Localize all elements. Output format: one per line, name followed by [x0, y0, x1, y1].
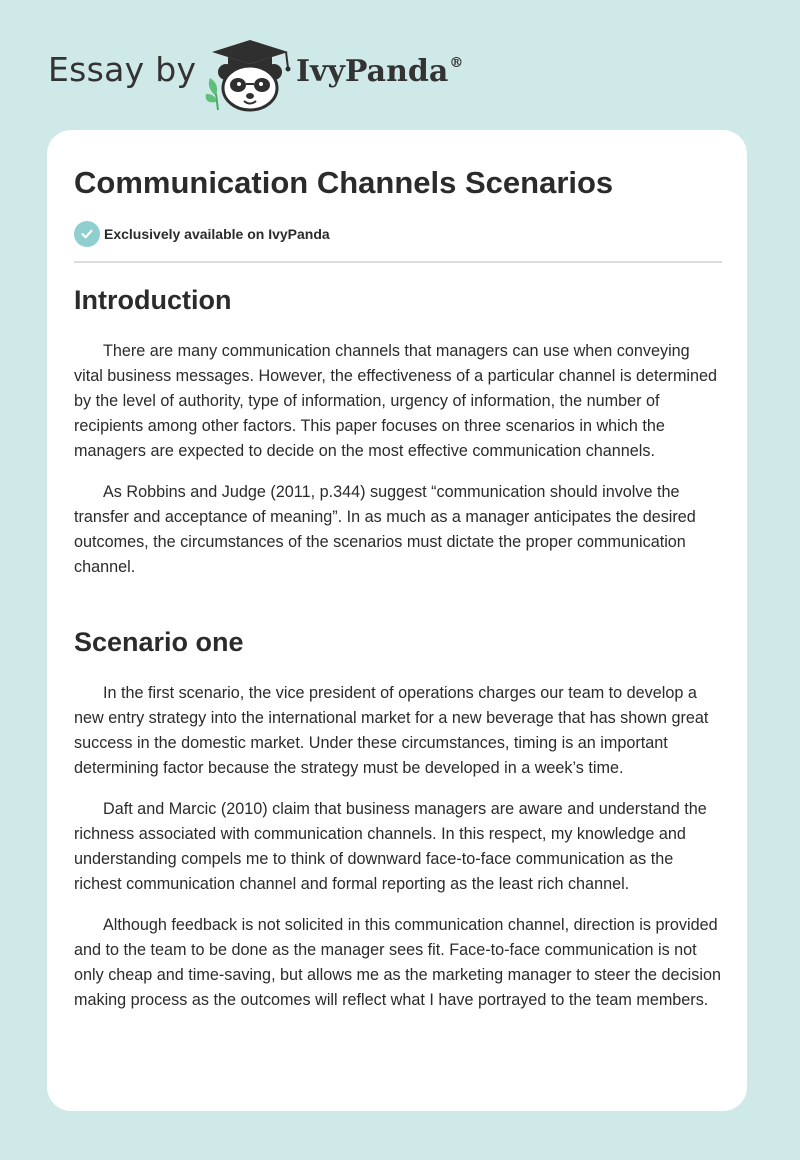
- divider: [74, 261, 722, 263]
- paragraph: There are many communication channels that managers can use when conveying vital business messages. However, the effectiveness of a particular channel is determined by the level of authority, type of information, urgency of information, the number of recipients among other factors. This paper focuses on three scenarios in which the managers are expected to decide on the most effective communication channels.: [74, 342, 718, 460]
- brand-name: IvyPanda®: [296, 54, 464, 89]
- exclusive-badge: [74, 221, 330, 247]
- panda-logo-icon: [202, 36, 298, 112]
- paragraph: As Robbins and Judge (2011, p.344) suggest “communication should involve the transfer and acceptance of meaning”. In as much as a manager anticipates the desired outcomes, the circumstances of the scenarios must dictate the proper communication channel.: [74, 483, 696, 576]
- section-scenario-one: [74, 627, 722, 1013]
- essay-card: [47, 130, 747, 1111]
- checkmark-icon: [74, 221, 100, 247]
- section-heading: Introduction: [74, 285, 232, 315]
- section-heading: Scenario one: [74, 627, 244, 657]
- page-title: Communication Channels Scenarios: [74, 165, 614, 200]
- paragraph: Although feedback is not solicited in this communication channel, direction is provided and to the team to be done as the manager sees fit. Face-to-face communication is not only cheap and time-saving, but allows me as the marketing manager to steer the decision making process as the outcomes will reflect what I have portrayed to the team members.: [74, 916, 721, 1009]
- paragraph: Daft and Marcic (2010) claim that business managers are aware and understand the richness associated with communication channels. In this respect, my knowledge and understanding compels me to think of downward face-to-face communication as the richest communication channel and formal reporting as the least rich channel.: [74, 800, 707, 893]
- badge-text: Exclusively available on IvyPanda: [104, 226, 330, 242]
- section-introduction: [74, 285, 722, 580]
- brand-prefix: Essay by: [48, 50, 197, 89]
- paragraph: In the first scenario, the vice president of operations charges our team to develop a new entry strategy into the international market for a new beverage that has shown great success in the domestic market. Under these circumstances, timing is an important determining factor because the strategy must be developed in a week’s time.: [74, 684, 709, 777]
- brand-header[interactable]: [48, 34, 468, 114]
